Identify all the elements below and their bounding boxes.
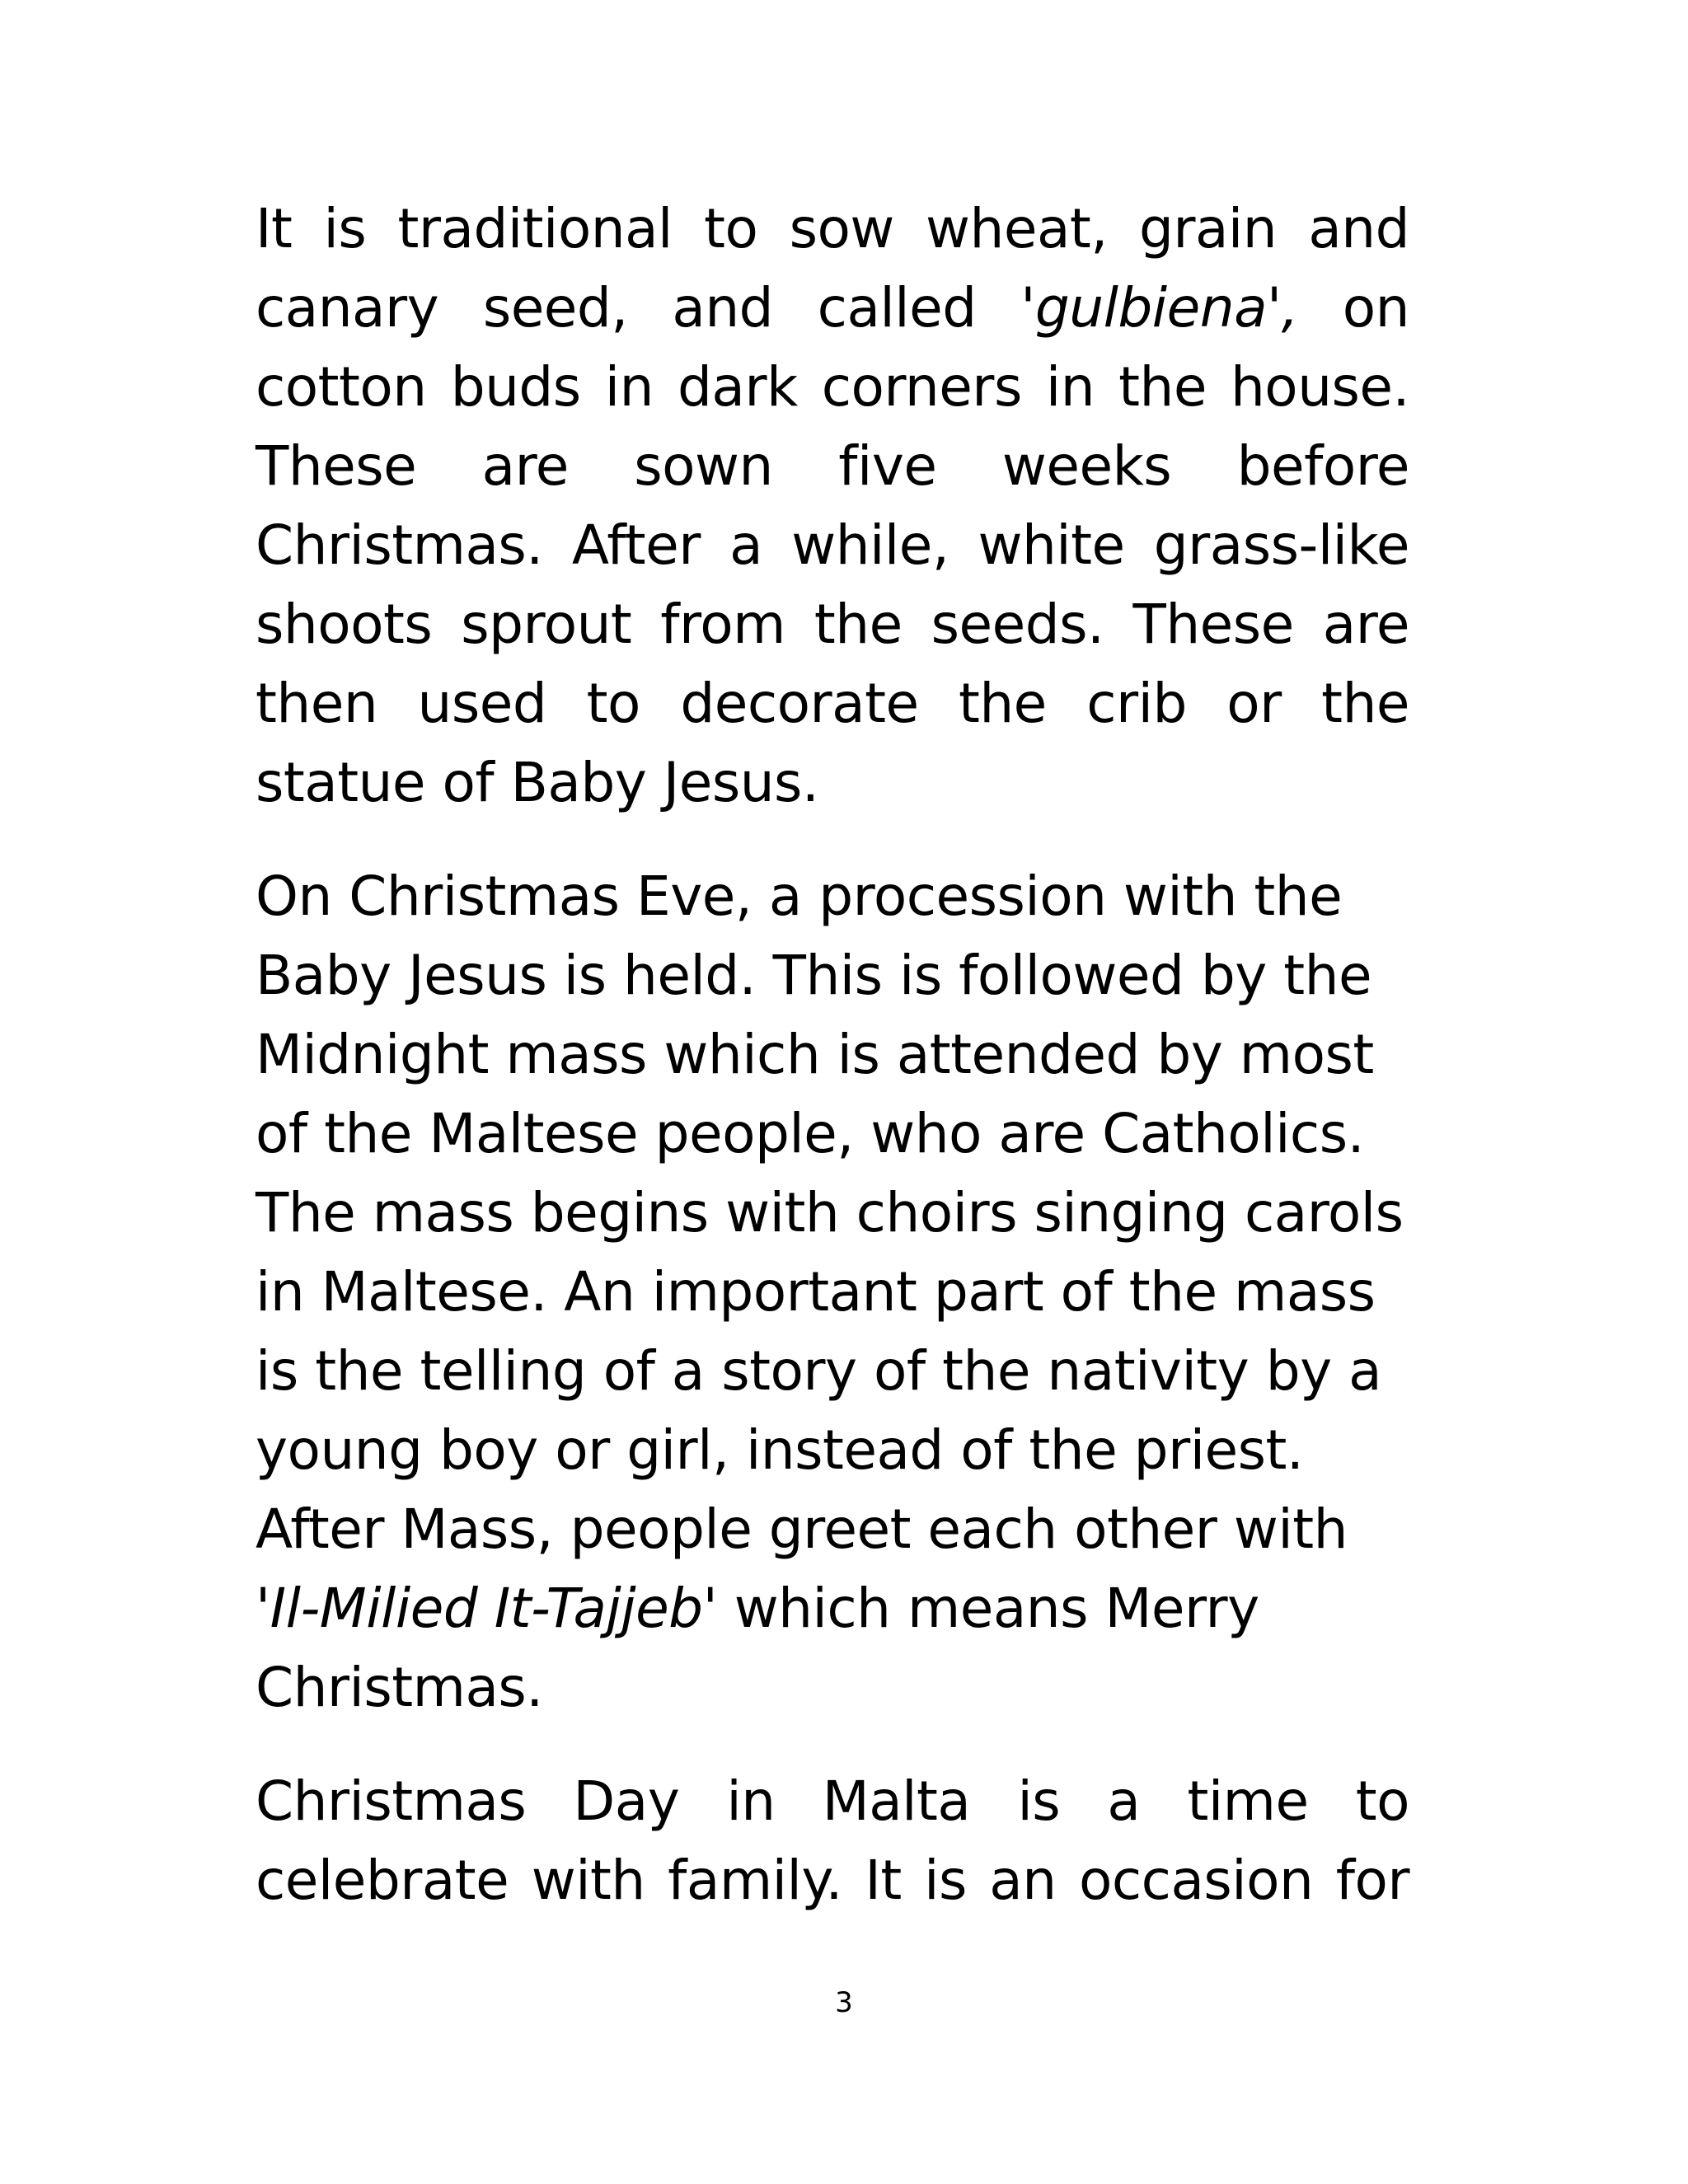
text-run: on (1298, 276, 1409, 340)
paragraph-christmas-eve (256, 857, 1409, 1727)
text-line: These are sown five weeks before (256, 434, 1409, 498)
text-line: The mass begins with choirs singing carols (256, 1181, 1404, 1244)
paragraph-sowing-tradition (256, 190, 1409, 823)
text-run: canary seed, and called (256, 276, 1021, 340)
text-line: shoots sprout from the seeds. These are (256, 593, 1409, 656)
text-line (256, 1569, 1409, 1648)
text-line: statue of Baby Jesus. (256, 751, 819, 814)
text-line: Christmas. After a while, white grass-like (256, 513, 1409, 577)
text-line: young boy or girl, instead of the priest. (256, 1418, 1304, 1482)
text-line: Christmas Day in Malta is a time to (256, 1769, 1409, 1833)
text-run: which means Merry (717, 1577, 1259, 1640)
gulbiena-term: 'gulbiena', (1020, 276, 1299, 340)
text-line (256, 269, 1409, 348)
text-line: then used to decorate the crib or the (256, 672, 1409, 735)
text-line: After Mass, people greet each other with (256, 1497, 1348, 1561)
paragraph-christmas-day (256, 1762, 1409, 1920)
greeting-term: Il-Milied It-Tajjeb' (270, 1577, 718, 1640)
text-line: in Maltese. An important part of the mass (256, 1260, 1376, 1324)
text-line: cotton buds in dark corners in the house. (256, 355, 1409, 419)
text-line: is the telling of a story of the nativity by a (256, 1339, 1382, 1403)
text-line: It is traditional to sow wheat, grain and (256, 197, 1409, 260)
text-line: Christmas. (256, 1656, 543, 1719)
page-body (256, 190, 1409, 1920)
text-line: Baby Jesus is held. This is followed by the (256, 944, 1372, 1007)
text-run: ' (256, 1577, 270, 1640)
text-line: of the Maltese people, who are Catholics. (256, 1102, 1365, 1165)
text-line: celebrate with family. It is an occasion for (256, 1849, 1409, 1912)
text-line: On Christmas Eve, a procession with the (256, 865, 1343, 928)
page-number: 3 (835, 1986, 853, 2019)
text-line: Midnight mass which is attended by most (256, 1023, 1374, 1086)
